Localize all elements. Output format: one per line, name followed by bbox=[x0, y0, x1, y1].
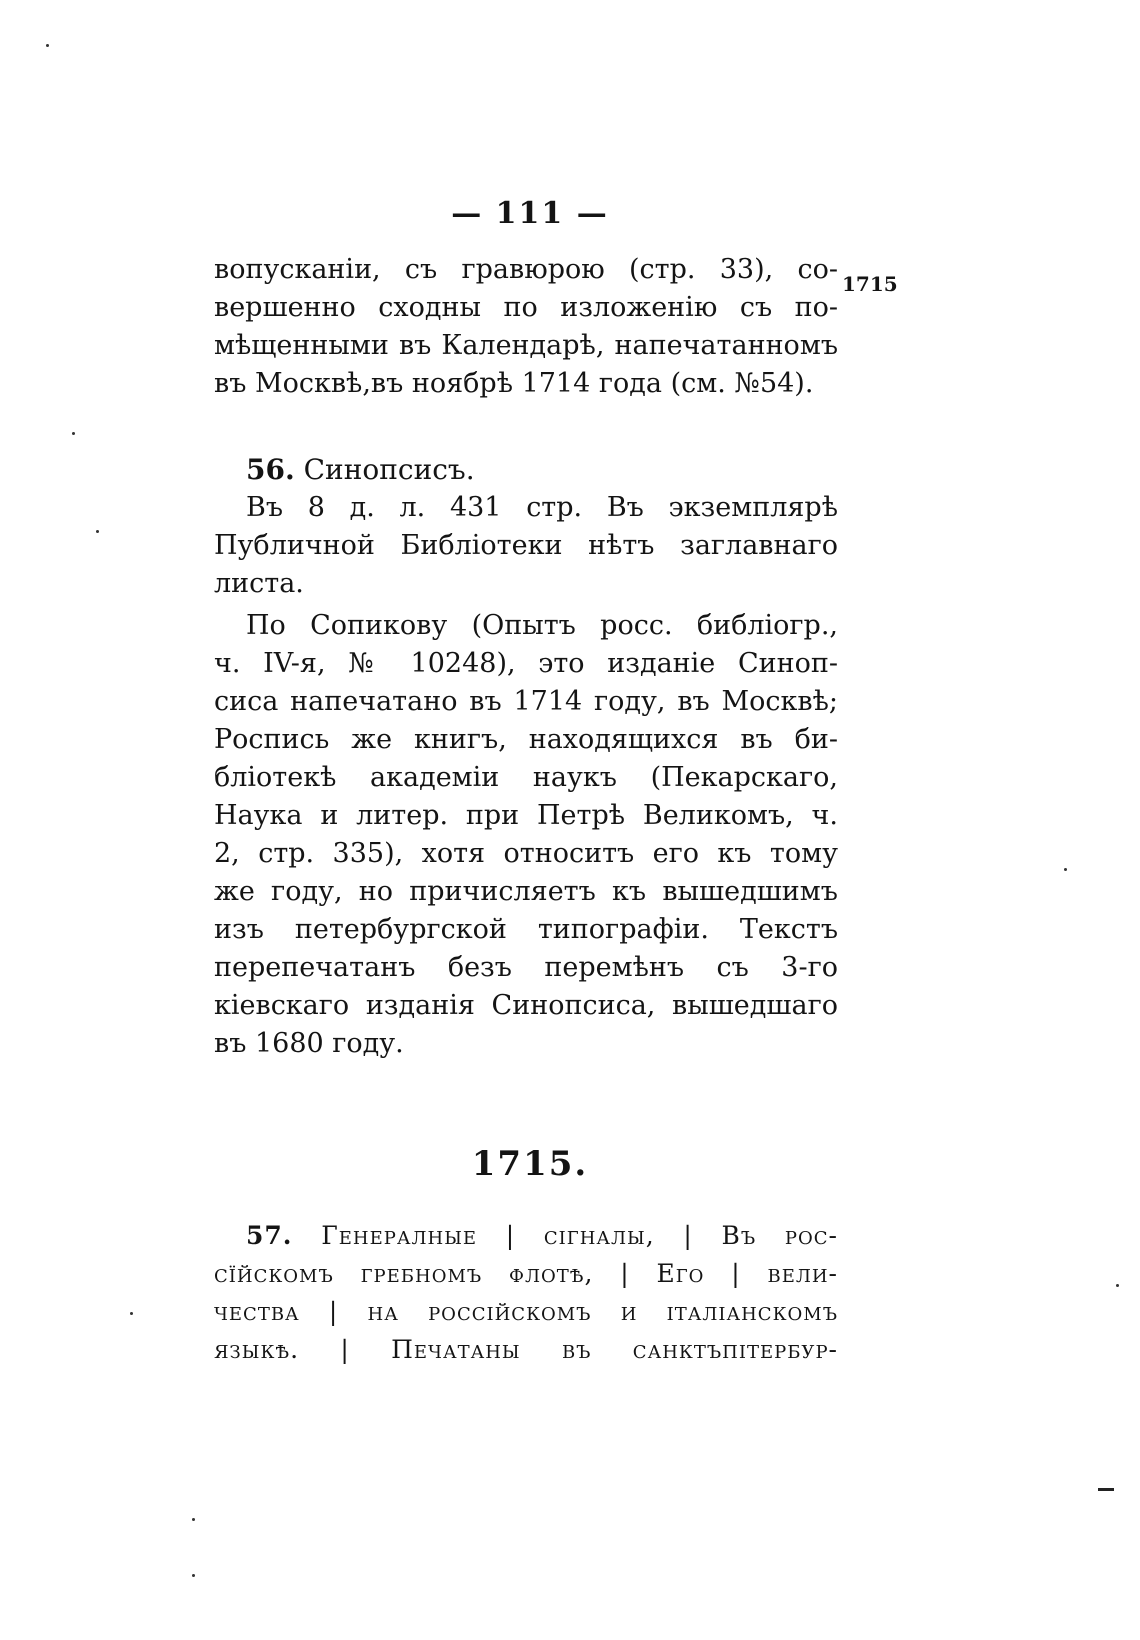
scan-mark bbox=[1098, 1488, 1114, 1491]
scan-speck bbox=[192, 1574, 195, 1577]
text-line: перепечатанъ безъ перемѣнъ съ 3-го bbox=[214, 952, 838, 983]
text-line: листа. bbox=[214, 568, 304, 599]
entry-number: 57. bbox=[246, 1221, 293, 1250]
scan-speck bbox=[1116, 1284, 1119, 1287]
text-line: Наука и литер. при Петрѣ Великомъ, ч. bbox=[214, 800, 838, 831]
text-line: По Сопикову (Опытъ росс. библіогр., bbox=[246, 610, 838, 641]
text-line: кіевскаго изданія Синопсиса, вышедшаго bbox=[214, 990, 838, 1021]
year-heading: 1715. bbox=[471, 1144, 589, 1184]
scan-speck bbox=[192, 1518, 195, 1521]
text-line: въ Москвѣ,въ ноябрѣ 1714 года (см. №54). bbox=[214, 368, 814, 399]
text-line: въ 1680 году. bbox=[214, 1028, 404, 1059]
text-line: Публичной Библіотеки нѣтъ заглавнаго bbox=[214, 530, 838, 561]
text-line: бліотекѣ академіи наукъ (Пекарскаго, bbox=[214, 762, 838, 793]
text-line: вершенно сходны по изложенію съ по- bbox=[214, 292, 838, 323]
margin-year: 1715 bbox=[842, 272, 898, 296]
entry-number: 56. bbox=[246, 453, 295, 486]
scan-speck bbox=[96, 530, 99, 533]
scan-speck bbox=[72, 432, 75, 435]
title-text: Генералные | сігналы, | Въ рос- bbox=[321, 1221, 838, 1250]
title-line: языкѣ. | Печатаны въ санктъпітербур- bbox=[214, 1335, 838, 1364]
entry-title: Синопсисъ. bbox=[303, 453, 475, 486]
title-line: сїйскомъ гребномъ флотѣ, | Его | вели- bbox=[214, 1259, 838, 1288]
text-line: ч. IV-я, № 10248), это изданіе Синоп- bbox=[214, 648, 838, 679]
title-line: чества | на россійскомъ и італіанскомъ bbox=[214, 1297, 838, 1326]
scan-speck bbox=[130, 1312, 133, 1315]
text-line: изъ петербургской типографіи. Текстъ bbox=[214, 914, 838, 945]
text-line: 2, стр. 335), хотя относитъ его къ тому bbox=[214, 838, 838, 869]
text-line: Въ 8 д. л. 431 стр. Въ экземплярѣ bbox=[246, 492, 838, 523]
text-line: вопусканіи, съ гравюрою (стр. 33), со- bbox=[214, 254, 838, 285]
scan-speck bbox=[46, 44, 49, 47]
page-number: — 111 — bbox=[451, 196, 609, 231]
text-line: мѣщенными въ Календарѣ, напечатанномъ bbox=[214, 330, 838, 361]
text-line: Роспись же книгъ, находящихся въ би- bbox=[214, 724, 838, 755]
text-line: же году, но причисляетъ къ вышедшимъ bbox=[214, 876, 838, 907]
entry-57-title-line bbox=[246, 1218, 838, 1254]
text-line: сиса напечатано въ 1714 году, въ Москвѣ; bbox=[214, 686, 838, 717]
scan-speck bbox=[1064, 868, 1067, 871]
entry-56-heading bbox=[246, 452, 475, 488]
